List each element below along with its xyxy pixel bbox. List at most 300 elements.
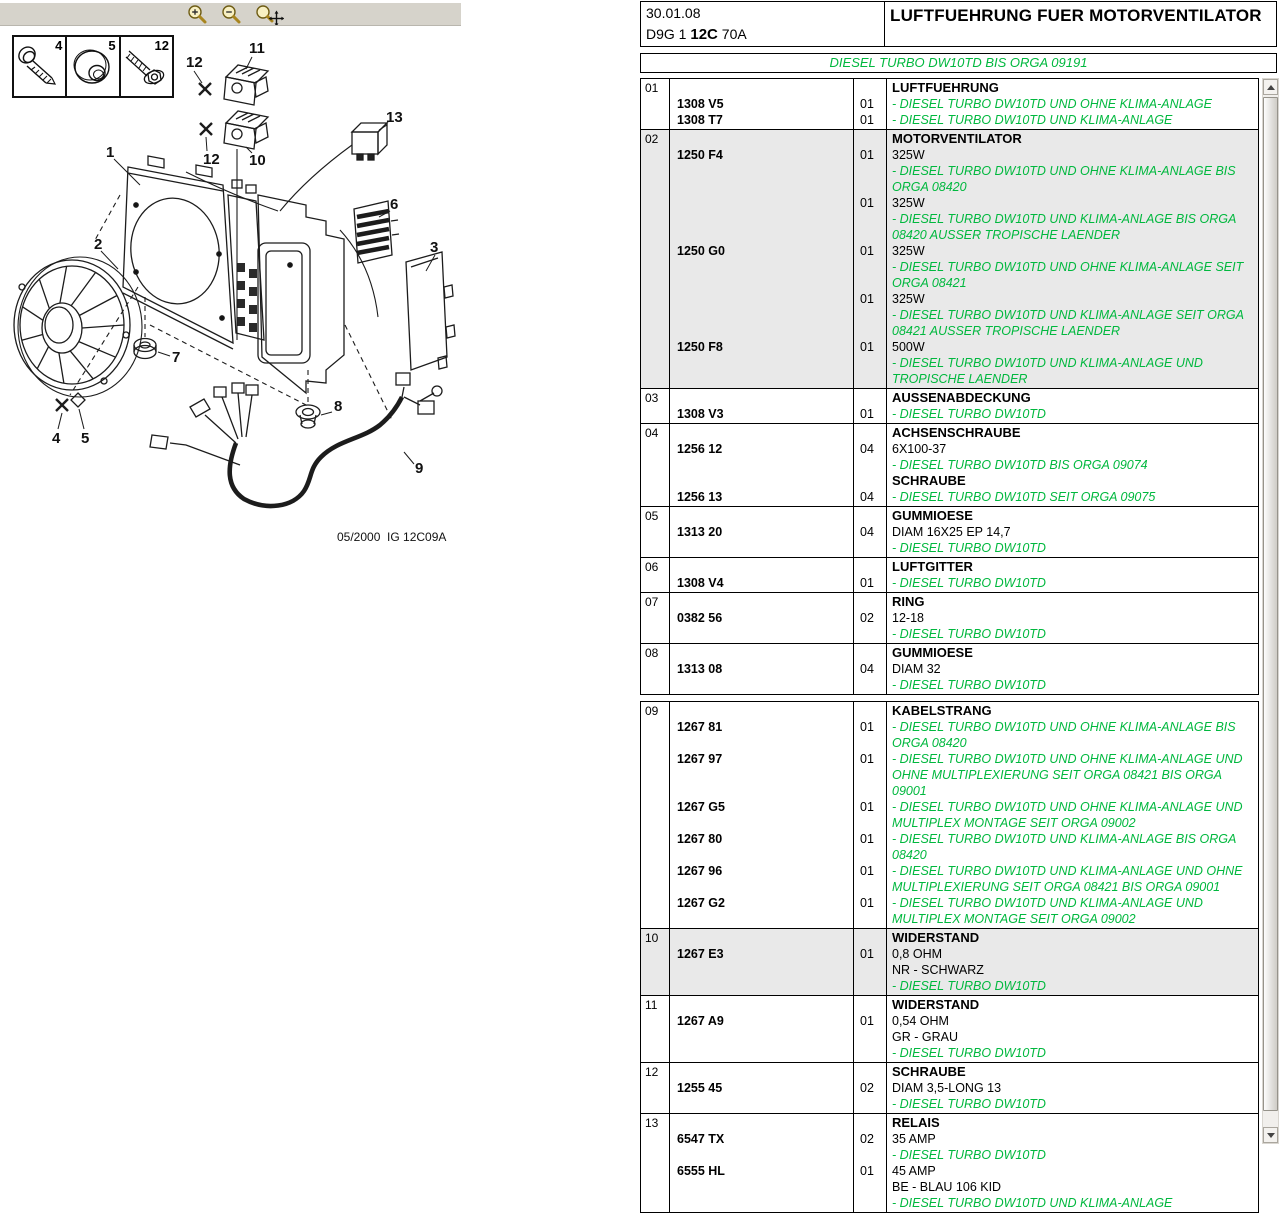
quantity-cell <box>853 390 886 406</box>
description-cell: - DIESEL TURBO DW10TD UND OHNE KLIMA-ANLAGE SEIT ORGA 08421 <box>892 260 1244 290</box>
part-number-cell: 6547 TX <box>677 1132 725 1146</box>
part-number-cell <box>670 355 853 387</box>
table-line <box>670 457 1258 473</box>
column-divider <box>669 996 670 1062</box>
ref-number: 08 <box>645 646 659 660</box>
description-cell: - DIESEL TURBO DW10TD SEIT ORGA 09075 <box>892 490 1156 504</box>
callout-11: 11 <box>249 40 265 57</box>
column-divider <box>669 424 670 506</box>
table-line <box>670 441 1258 457</box>
quantity-cell <box>853 540 886 556</box>
table-row[interactable] <box>641 388 1258 423</box>
callout-8: 8 <box>334 398 343 415</box>
table-line <box>670 626 1258 642</box>
description-cell: - DIESEL TURBO DW10TD <box>892 678 1046 692</box>
wiring-harness-drawing <box>150 373 442 506</box>
ref-number: 06 <box>645 560 659 574</box>
callout-10: 10 <box>249 152 266 169</box>
description-cell: AUSSENABDECKUNG <box>892 390 1031 405</box>
column-divider <box>853 644 854 694</box>
part-number-cell: 0382 56 <box>677 611 723 625</box>
row-lines <box>641 425 1258 505</box>
description-cell: MOTORVENTILATOR <box>892 131 1022 146</box>
code-bold: 12C <box>690 26 718 43</box>
table-row[interactable] <box>641 129 1258 388</box>
part-number-cell: 1267 96 <box>677 864 723 878</box>
part-number-cell <box>670 508 853 524</box>
quantity-cell: 01 <box>860 896 874 910</box>
part-number-cell: 1267 81 <box>677 720 723 734</box>
zoom-pan-glyph <box>254 3 284 25</box>
part-number-cell <box>670 307 853 339</box>
table-line <box>670 1013 1258 1029</box>
quantity-cell <box>853 559 886 575</box>
table-line <box>670 163 1258 195</box>
inset-label: 4 <box>55 38 63 53</box>
quantity-cell: 04 <box>860 442 874 456</box>
table-line <box>670 390 1258 406</box>
part-number-cell <box>670 1195 853 1211</box>
quantity-cell: 01 <box>860 113 874 127</box>
part-number-cell <box>670 997 853 1013</box>
description-cell: - DIESEL TURBO DW10TD <box>892 979 1046 993</box>
description-cell: - DIESEL TURBO DW10TD <box>892 541 1046 555</box>
callout-3: 3 <box>430 239 439 256</box>
table-line <box>670 703 1258 719</box>
quantity-cell <box>853 1179 886 1195</box>
part-number-cell <box>670 703 853 719</box>
scroll-up-icon[interactable] <box>1263 79 1278 95</box>
table-row[interactable] <box>641 592 1258 643</box>
column-divider <box>669 644 670 694</box>
description-cell: - DIESEL TURBO DW10TD UND OHNE KLIMA-ANLAGE <box>892 97 1212 111</box>
callout-9: 9 <box>415 460 424 477</box>
diagram-caption: 05/2000 IG 12C09A <box>337 530 447 544</box>
quantity-cell <box>853 355 886 387</box>
table-line <box>670 243 1258 259</box>
callout-4: 4 <box>52 430 61 447</box>
description-cell: SCHRAUBE <box>892 1064 966 1079</box>
callout-12b: 12 <box>203 151 220 168</box>
viewer-toolbar <box>0 3 461 26</box>
quantity-cell <box>853 1147 886 1163</box>
table-line <box>670 863 1258 895</box>
quantity-cell <box>853 508 886 524</box>
description-cell: LUFTGITTER <box>892 559 973 574</box>
part-number-cell: 1267 80 <box>677 832 723 846</box>
table-row[interactable] <box>641 423 1258 506</box>
description-cell: 12-18 <box>892 611 924 625</box>
table-line <box>670 508 1258 524</box>
inset-label: 5 <box>108 38 116 53</box>
quantity-cell <box>853 425 886 441</box>
description-cell: - DIESEL TURBO DW10TD UND KLIMA-ANLAGE <box>892 113 1173 127</box>
row-lines <box>641 131 1258 387</box>
description-cell: RELAIS <box>892 1115 940 1130</box>
up-arrow-glyph <box>1267 85 1275 90</box>
description-cell: - DIESEL TURBO DW10TD UND KLIMA-ANLAGE UND MULTIPLEX MONTAGE SEIT ORGA 09002 <box>892 896 1203 926</box>
table-line <box>670 1195 1258 1211</box>
column-divider <box>669 1063 670 1113</box>
column-divider <box>886 424 887 506</box>
scroll-down-icon[interactable] <box>1263 1127 1278 1143</box>
column-divider <box>669 593 670 643</box>
page-title: LUFTFUEHRUNG FUER MOTORVENTILATOR <box>890 6 1262 25</box>
ref-number: 05 <box>645 509 659 523</box>
table-scrollbar[interactable] <box>1262 78 1279 1144</box>
quantity-cell <box>853 211 886 243</box>
quantity-cell <box>853 163 886 195</box>
description-cell: LUFTFUEHRUNG <box>892 80 999 95</box>
deflector-drawing <box>406 252 455 370</box>
column-divider <box>669 929 670 995</box>
column-divider <box>853 424 854 506</box>
quantity-cell <box>853 645 886 661</box>
quantity-cell: 01 <box>860 244 874 258</box>
description-cell: 35 AMP <box>892 1132 936 1146</box>
table-line <box>670 291 1258 307</box>
description-cell: - DIESEL TURBO DW10TD <box>892 1097 1046 1111</box>
table-row[interactable] <box>641 643 1258 694</box>
ref-number: 13 <box>645 1116 659 1130</box>
quantity-cell <box>853 677 886 693</box>
part-number-cell: 1255 45 <box>677 1081 723 1095</box>
table-line <box>670 677 1258 693</box>
table-line <box>670 930 1258 946</box>
table-line <box>670 594 1258 610</box>
part-number-cell <box>670 163 853 195</box>
ref-number: 11 <box>645 998 658 1012</box>
description-cell: DIAM 16X25 EP 14,7 <box>892 525 1011 539</box>
callout-numbers <box>52 40 438 477</box>
row-lines <box>641 703 1258 927</box>
quantity-cell: 01 <box>860 1014 874 1028</box>
zoom-in-icon[interactable] <box>186 3 208 25</box>
part-number-cell <box>670 80 853 96</box>
table-line <box>670 1029 1258 1045</box>
part-number-cell <box>670 131 853 147</box>
quantity-cell: 02 <box>860 611 874 625</box>
description-cell: 325W <box>892 292 925 306</box>
code-prefix: D9G 1 <box>646 26 687 42</box>
table-line <box>670 425 1258 441</box>
description-cell: KABELSTRANG <box>892 703 992 718</box>
table-line <box>670 559 1258 575</box>
quantity-cell: 04 <box>860 662 874 676</box>
table-line <box>670 355 1258 387</box>
description-cell: - DIESEL TURBO DW10TD <box>892 627 1046 641</box>
quantity-cell: 01 <box>860 800 874 814</box>
column-divider <box>669 389 670 423</box>
column-divider <box>669 130 670 388</box>
description-cell: ACHSENSCHRAUBE <box>892 425 1021 440</box>
table-line <box>670 80 1258 96</box>
table-line <box>670 1115 1258 1131</box>
part-number-cell <box>670 1064 853 1080</box>
column-divider <box>886 996 887 1062</box>
table-line <box>670 259 1258 291</box>
table-row[interactable] <box>641 79 1258 129</box>
table-row[interactable] <box>641 702 1258 928</box>
table-line <box>670 1131 1258 1147</box>
quantity-cell <box>853 473 886 489</box>
description-cell: GUMMIOESE <box>892 508 973 523</box>
part-number-cell: 1250 F8 <box>677 340 723 354</box>
inset-label: 12 <box>154 38 169 53</box>
description-cell: - DIESEL TURBO DW10TD <box>892 576 1046 590</box>
ref-number: 12 <box>645 1065 659 1079</box>
table-row[interactable] <box>641 928 1258 995</box>
quantity-cell: 01 <box>860 196 874 210</box>
part-number-cell <box>670 390 853 406</box>
part-number-cell: 1267 E3 <box>677 947 724 961</box>
callout-12: 12 <box>186 54 203 71</box>
part-number-cell <box>670 626 853 642</box>
quantity-cell <box>853 930 886 946</box>
table-line <box>670 1045 1258 1061</box>
table-row[interactable] <box>641 1113 1258 1212</box>
description-cell: BE - BLAU 106 KID <box>892 1180 1002 1194</box>
variant-banner: DIESEL TURBO DW10TD BIS ORGA 09191 <box>640 53 1277 73</box>
row-lines <box>641 1064 1258 1112</box>
part-number-cell <box>670 1179 853 1195</box>
part-number-cell <box>670 425 853 441</box>
description-cell: GR - GRAU <box>892 1030 958 1044</box>
part-number-cell: 1308 V5 <box>677 97 724 111</box>
table-row[interactable] <box>641 1062 1258 1113</box>
row-lines <box>641 1115 1258 1211</box>
quantity-cell: 01 <box>860 832 874 846</box>
description-cell: - DIESEL TURBO DW10TD <box>892 1148 1046 1162</box>
part-number-cell <box>670 211 853 243</box>
quantity-cell: 01 <box>860 292 874 306</box>
description-cell: - DIESEL TURBO DW10TD UND OHNE KLIMA-ANLAGE BIS ORGA 08420 <box>892 720 1236 750</box>
quantity-cell: 01 <box>860 864 874 878</box>
column-divider <box>669 507 670 557</box>
radiator-frame-drawing <box>258 195 344 393</box>
column-divider <box>669 1114 670 1212</box>
column-divider <box>853 593 854 643</box>
table-line <box>670 131 1258 147</box>
table-line <box>670 751 1258 799</box>
column-divider <box>853 1114 854 1212</box>
table-line <box>670 645 1258 661</box>
table-row[interactable] <box>641 557 1258 592</box>
description-cell: RING <box>892 594 925 609</box>
screw-4-mark <box>56 399 68 411</box>
part-number-cell <box>670 645 853 661</box>
quantity-cell <box>853 259 886 291</box>
header-code <box>646 26 879 43</box>
table-line <box>670 195 1258 211</box>
table-line <box>670 147 1258 163</box>
column-divider <box>886 702 887 928</box>
table-line <box>670 524 1258 540</box>
quantity-cell <box>853 1029 886 1045</box>
quantity-cell: 04 <box>860 525 874 539</box>
callout-13: 13 <box>386 109 403 126</box>
row-lines <box>641 594 1258 642</box>
zoom-in-glyph <box>186 3 208 25</box>
part-number-cell <box>670 1147 853 1163</box>
table-line <box>670 978 1258 994</box>
column-divider <box>853 507 854 557</box>
zoom-pan-icon[interactable] <box>254 3 284 25</box>
table-row[interactable] <box>641 506 1258 557</box>
column-divider <box>853 996 854 1062</box>
part-number-cell: 1308 T7 <box>677 113 723 127</box>
column-divider <box>886 644 887 694</box>
description-cell: - DIESEL TURBO DW10TD UND OHNE KLIMA-ANLAGE BIS ORGA 08420 <box>892 164 1236 194</box>
scrollbar-thumb[interactable] <box>1263 97 1278 1111</box>
quantity-cell <box>853 1064 886 1080</box>
part-number-cell <box>670 291 853 307</box>
description-cell: 325W <box>892 244 925 258</box>
table-line <box>670 406 1258 422</box>
row-lines <box>641 645 1258 693</box>
column-divider <box>886 558 887 592</box>
table-line <box>670 540 1258 556</box>
description-cell: - DIESEL TURBO DW10TD UND KLIMA-ANLAGE BIS ORGA 08420 <box>892 832 1236 862</box>
part-number-cell <box>670 930 853 946</box>
column-divider <box>853 702 854 928</box>
callout-2: 2 <box>94 236 103 253</box>
table-line <box>670 1064 1258 1080</box>
description-cell: DIAM 3,5-LONG 13 <box>892 1081 1002 1095</box>
part-number-cell: 1313 08 <box>677 662 723 676</box>
part-number-cell: 1308 V4 <box>677 576 724 590</box>
quantity-cell: 01 <box>860 720 874 734</box>
quantity-cell <box>853 131 886 147</box>
quantity-cell <box>853 80 886 96</box>
quantity-cell: 04 <box>860 490 874 504</box>
row-lines <box>641 559 1258 591</box>
column-divider <box>886 79 887 129</box>
row-lines <box>641 80 1258 128</box>
table-line <box>670 610 1258 626</box>
quantity-cell: 01 <box>860 97 874 111</box>
zoom-out-icon[interactable] <box>220 3 242 25</box>
column-divider <box>886 389 887 423</box>
description-cell: - DIESEL TURBO DW10TD UND KLIMA-ANLAGE UND TROPISCHE LAENDER <box>892 356 1203 386</box>
table-line <box>670 307 1258 339</box>
down-arrow-glyph <box>1267 1133 1275 1138</box>
description-cell: 0,8 OHM <box>892 947 943 961</box>
table-line <box>670 719 1258 751</box>
parts-diagram[interactable] <box>0 25 640 555</box>
part-number-cell <box>670 540 853 556</box>
row-lines <box>641 997 1258 1061</box>
quantity-cell <box>853 703 886 719</box>
part-number-cell: 1256 13 <box>677 490 723 504</box>
table-line <box>670 473 1258 489</box>
part-number-cell: 1267 G2 <box>677 896 725 910</box>
column-divider <box>886 130 887 388</box>
column-divider <box>886 1063 887 1113</box>
ref-number: 09 <box>645 704 659 718</box>
part-number-cell <box>670 559 853 575</box>
table-line <box>670 575 1258 591</box>
part-number-cell <box>670 1029 853 1045</box>
quantity-cell: 01 <box>860 1164 874 1178</box>
quantity-cell: 01 <box>860 148 874 162</box>
table-line <box>670 895 1258 927</box>
header-date: 30.01.08 <box>646 5 701 21</box>
screw-12-marks <box>199 83 212 135</box>
description-cell: 6X100-37 <box>892 442 947 456</box>
part-number-cell <box>670 962 853 978</box>
zoom-out-glyph <box>220 3 242 25</box>
description-cell: - DIESEL TURBO DW10TD BIS ORGA 09074 <box>892 458 1148 472</box>
quantity-cell <box>853 1096 886 1112</box>
description-cell: 500W <box>892 340 925 354</box>
column-divider <box>853 130 854 388</box>
quantity-cell: 01 <box>860 947 874 961</box>
column-divider <box>886 1114 887 1212</box>
table-line <box>670 831 1258 863</box>
part-number-cell <box>670 259 853 291</box>
description-cell: - DIESEL TURBO DW10TD UND KLIMA-ANLAGE UND OHNE MULTIPLEXIERUNG SEIT ORGA 08421 BIS ORGA 09001 <box>892 864 1243 894</box>
parts-table <box>640 78 1259 1213</box>
callout-5: 5 <box>81 430 90 447</box>
description-cell: 325W <box>892 148 925 162</box>
column-divider <box>669 558 670 592</box>
part-number-cell <box>670 1115 853 1131</box>
description-cell: - DIESEL TURBO DW10TD UND KLIMA-ANLAGE SEIT ORGA 08421 AUSSER TROPISCHE LAENDER <box>892 308 1244 338</box>
quantity-cell <box>853 978 886 994</box>
part-number-cell: 1308 V3 <box>677 407 724 421</box>
description-cell: DIAM 32 <box>892 662 941 676</box>
quantity-cell <box>853 1115 886 1131</box>
ref-number: 10 <box>645 931 659 945</box>
quantity-cell: 01 <box>860 340 874 354</box>
callout-7: 7 <box>172 349 181 366</box>
description-cell: GUMMIOESE <box>892 645 973 660</box>
part-number-cell: 1250 G0 <box>677 244 725 258</box>
table-line <box>670 997 1258 1013</box>
column-divider <box>853 929 854 995</box>
quantity-cell: 02 <box>860 1132 874 1146</box>
table-line <box>670 112 1258 128</box>
quantity-cell <box>853 307 886 339</box>
ref-number: 07 <box>645 595 659 609</box>
part-number-cell: 6555 HL <box>677 1164 725 1178</box>
part-number-cell <box>670 594 853 610</box>
connector-10-drawing <box>224 111 268 149</box>
quantity-cell: 01 <box>860 752 874 766</box>
ref-number: 01 <box>645 81 659 95</box>
part-number-cell: 1267 A9 <box>677 1014 724 1028</box>
description-cell: NR - SCHWARZ <box>892 963 984 977</box>
part-number-cell: 1267 97 <box>677 752 723 766</box>
quantity-cell: 01 <box>860 407 874 421</box>
row-lines <box>641 390 1258 422</box>
table-row[interactable] <box>641 995 1258 1062</box>
quantity-cell <box>853 457 886 473</box>
clip-5-mark <box>71 393 85 407</box>
description-cell: SCHRAUBE <box>892 473 966 488</box>
description-cell: - DIESEL TURBO DW10TD UND OHNE KLIMA-ANLAGE UND MULTIPLEX MONTAGE SEIT ORGA 09002 <box>892 800 1243 830</box>
description-cell: - DIESEL TURBO DW10TD UND KLIMA-ANLAGE BIS ORGA 08420 AUSSER TROPISCHE LAENDER <box>892 212 1236 242</box>
table-line <box>670 1147 1258 1163</box>
table-line <box>670 799 1258 831</box>
ref-number: 02 <box>645 132 659 146</box>
page-header <box>640 1 1277 47</box>
table-line <box>670 962 1258 978</box>
table-line <box>670 946 1258 962</box>
grommet-8-drawing <box>296 405 320 428</box>
quantity-cell <box>853 1045 886 1061</box>
